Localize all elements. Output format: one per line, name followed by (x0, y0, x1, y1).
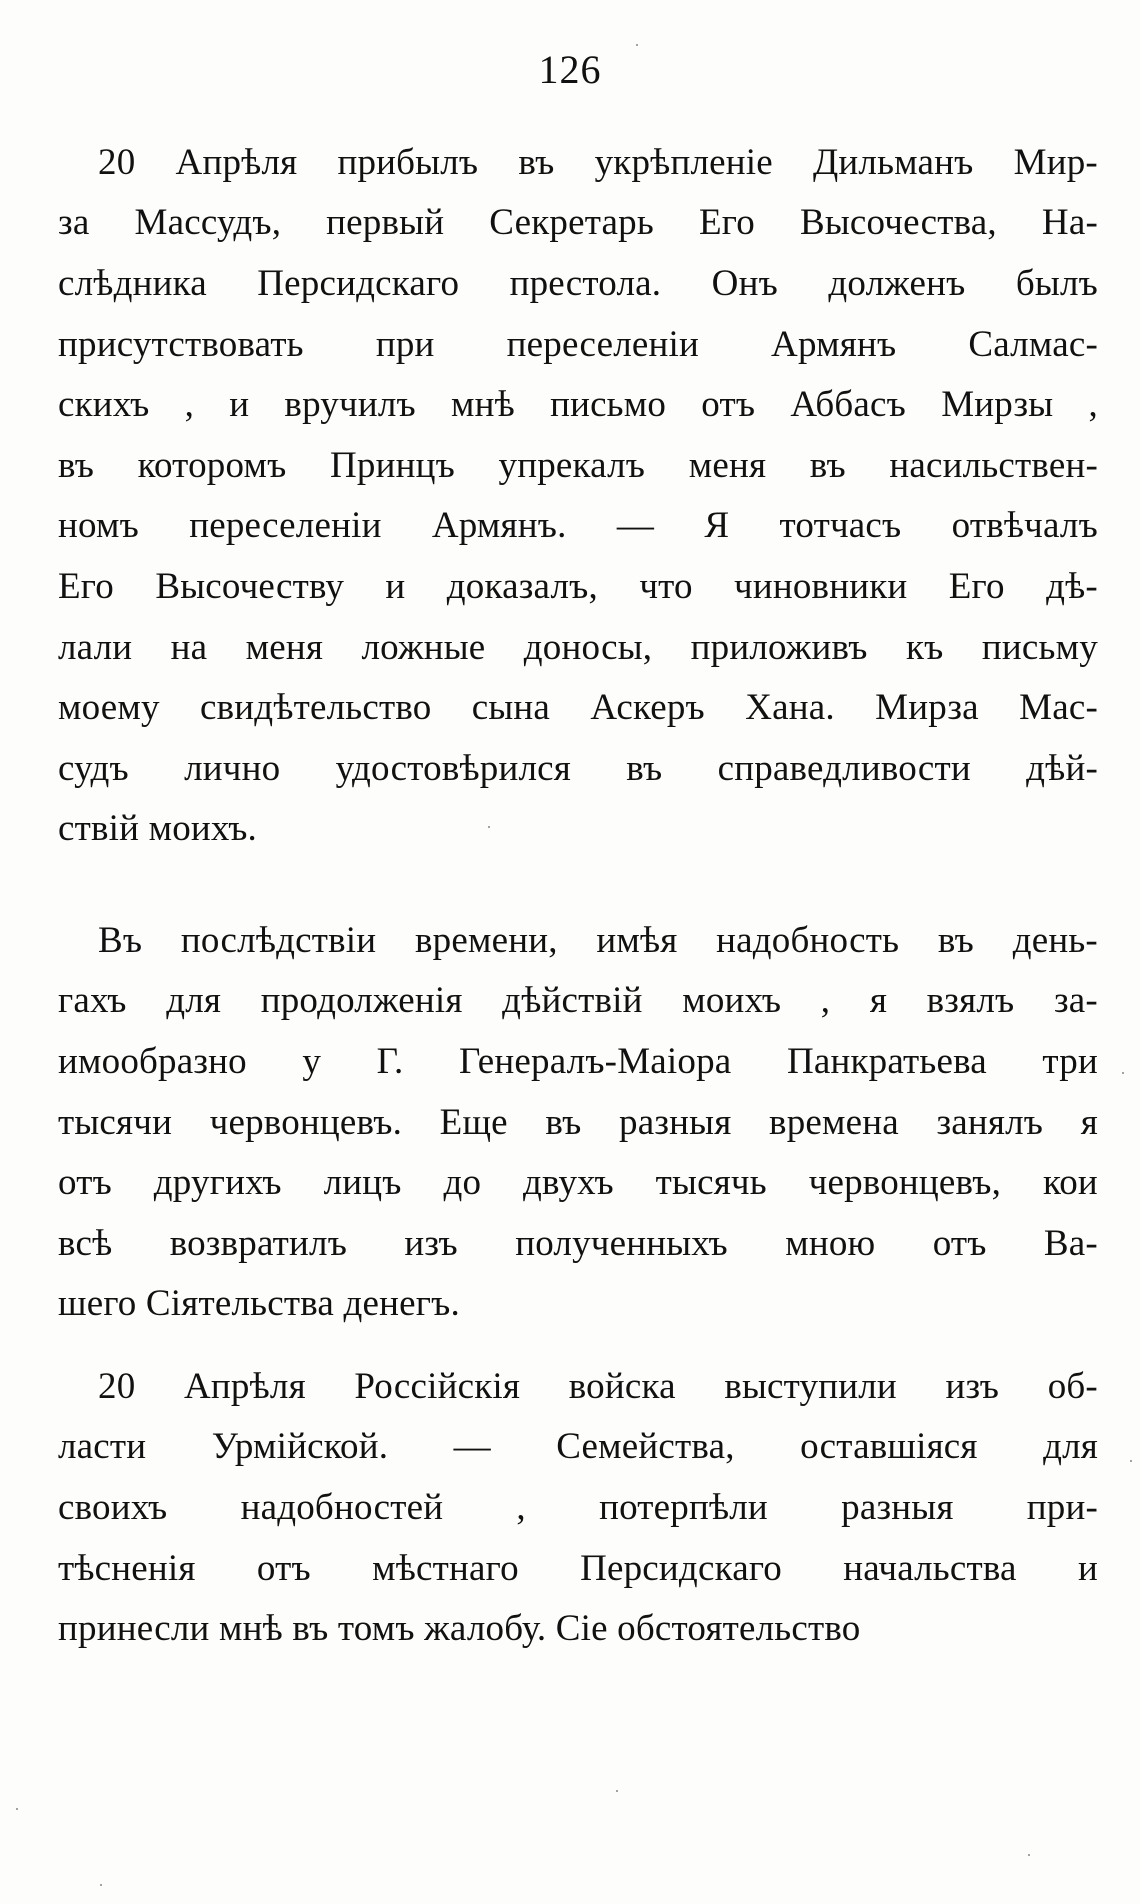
text-line: за Массудъ, первый Секретарь Его Высочества, На- (58, 202, 1098, 244)
print-speck (16, 1808, 18, 1810)
text-line: 20 Апрѣля Россійскія войска выступили изъ об- (98, 1365, 1098, 1407)
page-number: 126 (538, 47, 602, 92)
text-line: номъ переселеніи Армянъ. — Я тотчасъ отвѣчалъ (58, 505, 1098, 547)
text-line: Въ послѣдствіи времени, имѣя надобность въ день- (98, 919, 1098, 961)
text-line: ласти Урмійской. — Семейства, оставшіяся для (58, 1426, 1098, 1468)
text-line: слѣдника Персидскаго престола. Онъ долженъ былъ (58, 262, 1098, 304)
paragraph-2 (58, 910, 1098, 1334)
text-line: 20 Апрѣля прибылъ въ укрѣпленіе Дильманъ Мир- (98, 141, 1098, 183)
print-speck (1028, 1854, 1030, 1856)
text-line: тѣсненія отъ мѣстнаго Персидскаго начальства и (58, 1547, 1098, 1589)
text-line: въ которомъ Принцъ упрекалъ меня въ насильствен- (58, 444, 1098, 486)
print-speck (636, 44, 638, 46)
paragraph-1 (58, 132, 1098, 859)
print-speck (488, 826, 490, 828)
text-line: тысячи червонцевъ. Еще въ разныя времена занялъ я (58, 1101, 1098, 1143)
text-line: всѣ возвратилъ изъ полученныхъ мною отъ Ва- (58, 1222, 1098, 1264)
print-speck (1130, 1460, 1132, 1462)
text-line: Его Высочеству и доказалъ, что чиновники Его дѣ- (58, 565, 1098, 607)
text-line: присутствовать при переселеніи Армянъ Салмас- (58, 323, 1098, 365)
text-line: своихъ надобностей , потерпѣли разныя при- (58, 1486, 1098, 1528)
text-line: шего Сіятельства денегъ. (58, 1283, 460, 1325)
text-line: судъ лично удостовѣрился въ справедливости дѣй- (58, 747, 1098, 789)
text-line: гахъ для продолженія дѣйствій моихъ , я взялъ за- (58, 980, 1098, 1022)
text-line: скихъ , и вручилъ мнѣ письмо отъ Аббасъ Мирзы , (58, 384, 1098, 426)
print-speck (100, 1884, 102, 1886)
text-line: ствій моихъ. (58, 808, 257, 850)
text-line: отъ другихъ лицъ до двухъ тысячь червонцевъ, кои (58, 1162, 1098, 1204)
print-speck (1122, 1072, 1124, 1074)
paragraph-3 (58, 1356, 1098, 1659)
text-line: моему свидѣтельство сына Аскеръ Хана. Мирза Мас- (58, 687, 1098, 729)
text-line: лали на меня ложные доносы, приложивъ къ письму (58, 626, 1098, 668)
text-line: имообразно у Г. Генералъ-Маіора Панкратьева три (58, 1040, 1098, 1082)
text-line: принесли мнѣ въ томъ жалобу. Сіе обстоятельство (58, 1608, 861, 1650)
print-speck (616, 1790, 618, 1792)
